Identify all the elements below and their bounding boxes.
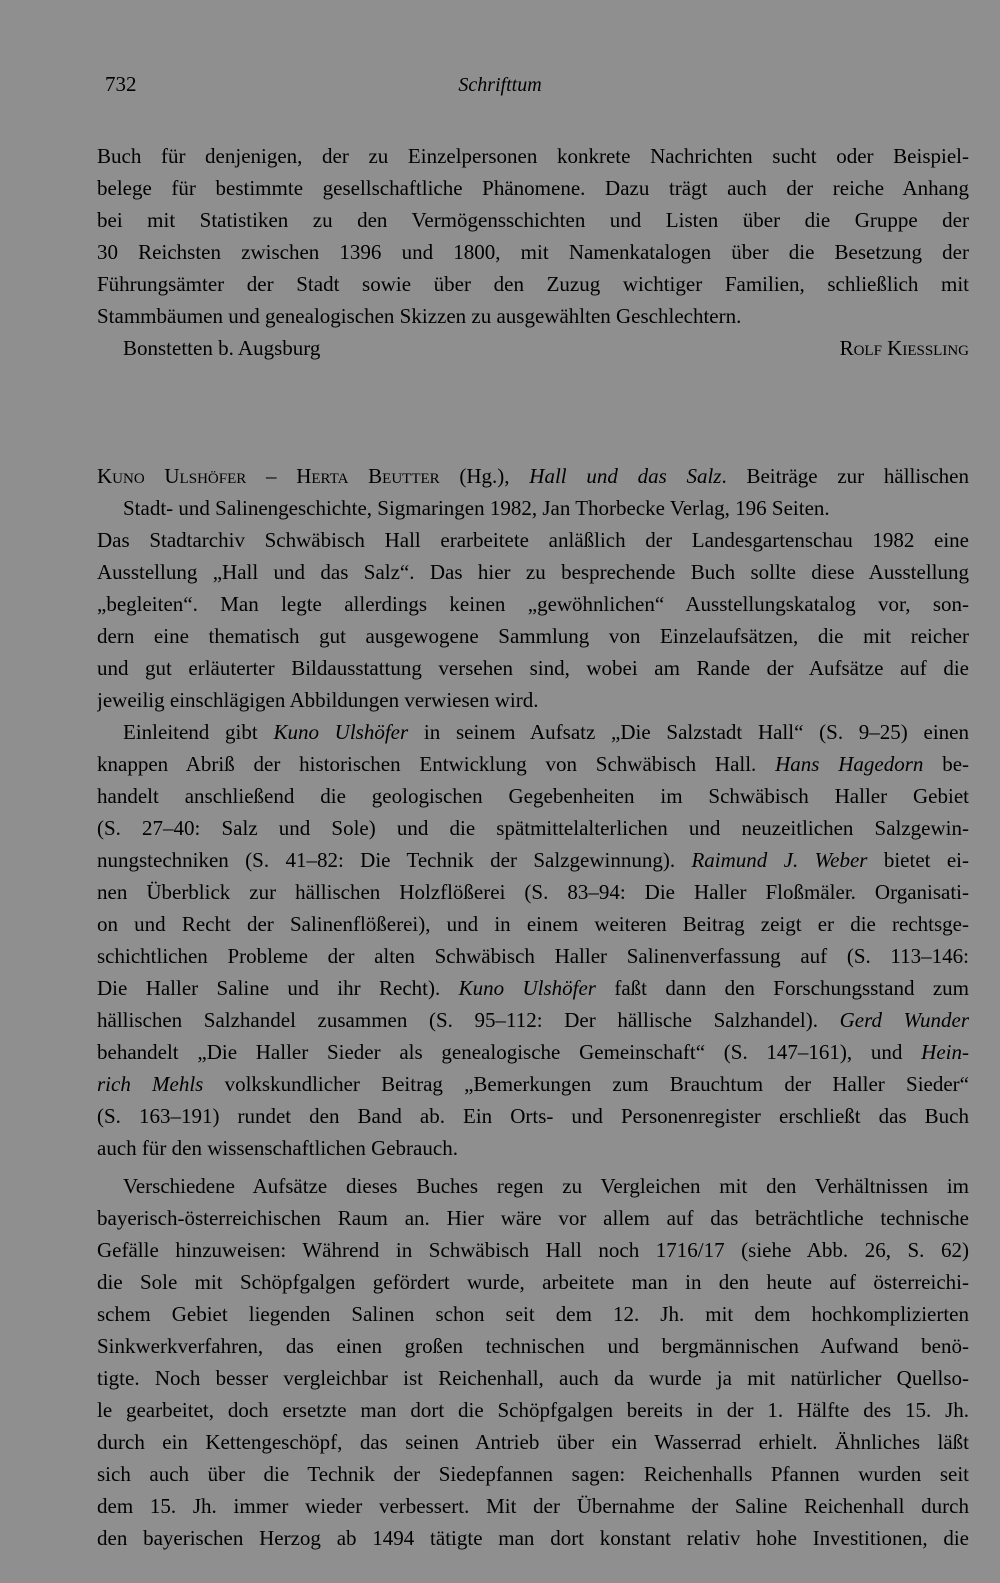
person-name: rich Mehls (97, 1072, 204, 1096)
reviewer-name: Rolf Kiessling (839, 336, 969, 360)
text-line: bei mit Statistiken zu den Vermögensschichten und Listen über die Gruppe der (97, 208, 969, 232)
person-name: Hans Hagedorn (775, 752, 924, 776)
text-line: schichtlichen Probleme der alten Schwäbisch Haller Salinenverfassung auf (S. 113–146: (97, 944, 969, 968)
text-run: Einleitend gibt (123, 720, 274, 744)
text-line: (S. 163–191) rundet den Band ab. Ein Orts- und Personenregister erschließt das Buch (97, 1104, 969, 1128)
text-line: sich auch über die Technik der Siedepfannen sagen: Reichenhalls Pfannen wurden seit (97, 1462, 969, 1486)
text-run: in seinem Aufsatz „Die Salzstadt Hall“ (S. 9–25) einen (408, 720, 969, 744)
text-line: Stammbäumen und genealogischen Skizzen zu ausgewählten Geschlechtern. (97, 304, 742, 328)
text-line: (S. 27–40: Salz und Sole) und die spätmittelalterlichen und neuzeitlichen Salzgewin- (97, 816, 969, 840)
text-run: be- (923, 752, 969, 776)
text-line: handelt anschließend die geologischen Gegebenheiten im Schwäbisch Haller Gebiet (97, 784, 969, 808)
text-line: und gut erläuterter Bildausstattung versehen sind, wobei am Rande der Aufsätze auf die (97, 656, 969, 680)
text-run: volkskundlicher Beitrag „Bemerkungen zum Brauchtum der Haller Sieder“ (203, 1072, 969, 1096)
entry-authors: Kuno Ulshöfer – Herta Beutter (97, 464, 440, 488)
text-line: Buch für denjenigen, der zu Einzelpersonen konkrete Nachrichten sucht oder Beispiel- (97, 144, 969, 168)
text-line: tigte. Noch besser vergleichbar ist Reichenhall, auch da wurde ja mit natürlicher Quellso- (97, 1366, 969, 1390)
text-line: die Sole mit Schöpfgalgen gefördert wurde, arbeitete man in den heute auf österreichi- (97, 1270, 969, 1294)
previous-review-ending (97, 140, 969, 364)
running-title: Schrifttum (458, 74, 542, 96)
text-line: on und Recht der Salinenflößerei), und in einem weiteren Beitrag zeigt er die rechtsge- (97, 912, 969, 936)
text-line (97, 1036, 969, 1068)
text-run: faßt dann den Forschungsstand zum (595, 976, 969, 1000)
person-name: Kuno Ulshöfer (273, 720, 409, 744)
person-name: Gerd Wunder (839, 1008, 969, 1032)
page-number: 732 (105, 72, 137, 96)
text-run: hällischen Salzhandel zusammen (S. 95–112: Der hällische Salzhandel). (97, 1008, 840, 1032)
text-line: bayerisch-österreichischen Raum an. Hier wäre vor allem auf das beträchtliche technische (97, 1206, 969, 1230)
bibliographic-entry-line: Stadt- und Salinengeschichte, Sigmaringen 1982, Jan Thorbecke Verlag, 196 Seiten. (123, 496, 830, 520)
person-name: Kuno Ulshöfer (458, 976, 596, 1000)
bibliographic-entry (97, 460, 969, 492)
editor-mark: (Hg.), (439, 464, 530, 488)
person-name: Hein- (921, 1040, 969, 1064)
text-line (97, 1068, 969, 1100)
text-run: nungstechniken (S. 41–82: Die Technik der Salzgewinnung). (97, 848, 692, 872)
text-line: belege für bestimmte gesellschaftliche Phänomene. Dazu trägt auch der reiche Anhang (97, 176, 969, 200)
text-line: dern eine thematisch gut ausgewogene Sammlung von Einzelaufsätzen, die mit reicher (97, 624, 969, 648)
text-line: auch für den wissenschaftlichen Gebrauch. (97, 1136, 458, 1160)
text-line: den bayerischen Herzog ab 1494 tätigte man dort konstant relativ hohe Investitionen, die (97, 1526, 969, 1550)
text-line (97, 972, 969, 1004)
text-run: knappen Abriß der historischen Entwicklung von Schwäbisch Hall. (97, 752, 776, 776)
entry-text: . Beiträge zur hällischen (721, 464, 969, 488)
text-line: 30 Reichsten zwischen 1396 und 1800, mit Namenkatalogen über die Besetzung der (97, 240, 969, 264)
reviewer-place: Bonstetten b. Augsburg (123, 336, 321, 360)
person-name: Raimund J. Weber (691, 848, 868, 872)
text-line (97, 844, 969, 876)
text-line: le gearbeitet, doch ersetzte man dort die Schöpfgalgen bereits in der 1. Hälfte des 15. Jh. (97, 1398, 969, 1422)
text-line: durch ein Kettengeschöpf, das seinen Antrieb über ein Wasserrad erhielt. Ähnliches läßt (97, 1430, 969, 1454)
text-line: dem 15. Jh. immer wieder verbessert. Mit der Übernahme der Saline Reichenhall durch (97, 1494, 969, 1518)
text-run: Die Haller Saline und ihr Recht). (97, 976, 459, 1000)
text-line: „begleiten“. Man legte allerdings keinen „gewöhnlichen“ Ausstellungskatalog vor, son- (97, 592, 969, 616)
text-line: jeweilig einschlägigen Abbildungen verwiesen wird. (97, 688, 539, 712)
text-line: Sinkwerkverfahren, das einen großen technischen und bergmännischen Aufwand benö- (97, 1334, 969, 1358)
text-line: schem Gebiet liegenden Salinen schon seit dem 12. Jh. mit dem hochkomplizierten (97, 1302, 969, 1326)
text-line: Führungsämter der Stadt sowie über den Zuzug wichtiger Familien, schließlich mit (97, 272, 969, 296)
review-hall-und-das-salz (97, 460, 969, 1554)
text-line: Ausstellung „Hall und das Salz“. Das hier zu besprechende Buch sollte diese Ausstellung (97, 560, 969, 584)
book-title: Hall und das Salz (529, 464, 722, 488)
page-header (0, 72, 1000, 106)
text-run: bietet ei- (867, 848, 969, 872)
text-line: Gefälle hinzuweisen: Während in Schwäbisch Hall noch 1716/17 (siehe Abb. 26, S. 62) (97, 1238, 969, 1262)
text-line (97, 748, 969, 780)
text-run: behandelt „Die Haller Sieder als genealogische Gemeinschaft“ (S. 147–161), und (97, 1040, 922, 1064)
text-line (97, 716, 969, 748)
review-signature (97, 332, 969, 364)
text-line: Verschiedene Aufsätze dieses Buches regen zu Vergleichen mit den Verhältnissen im (123, 1174, 969, 1198)
text-line (97, 1004, 969, 1036)
text-line: Das Stadtarchiv Schwäbisch Hall erarbeitete anläßlich der Landesgartenschau 1982 eine (97, 528, 969, 552)
text-line: nen Überblick zur hällischen Holzflößerei (S. 83–94: Die Haller Floßmäler. Organisati- (97, 880, 969, 904)
